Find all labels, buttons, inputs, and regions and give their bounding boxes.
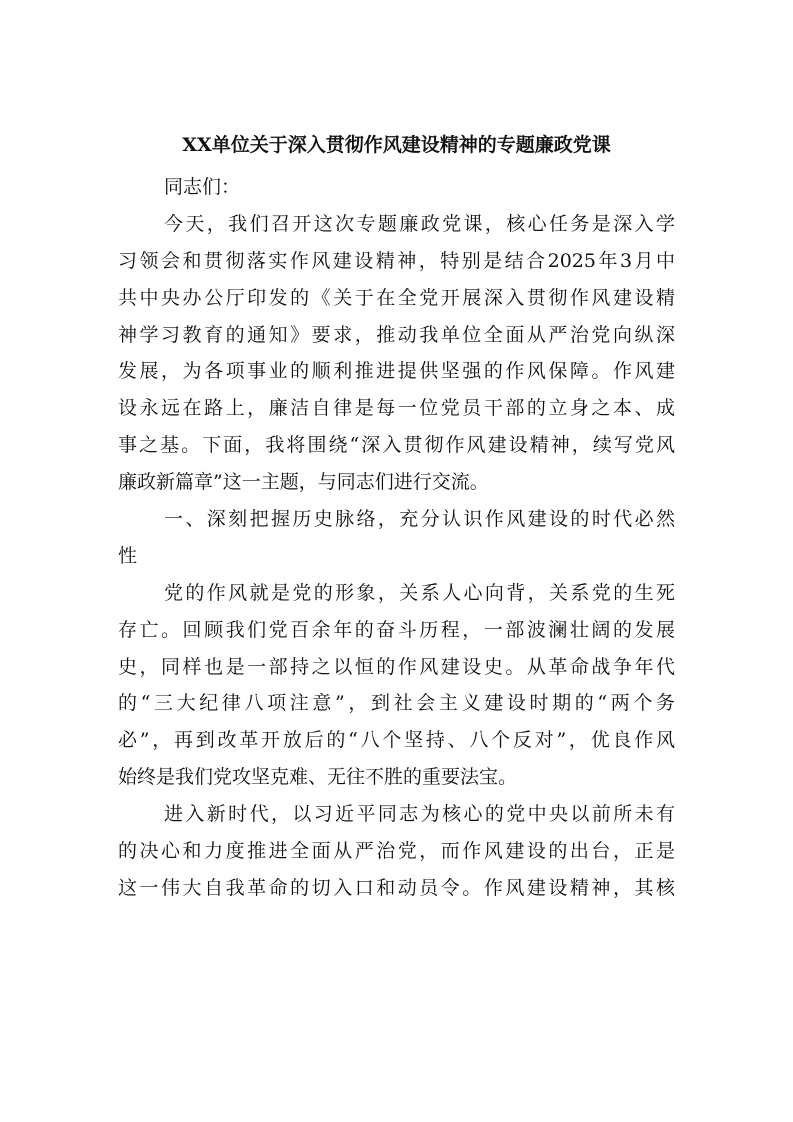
paragraph-line: 设永远在路上，廉洁自律是每一位党员干部的立身之本、成 (118, 397, 675, 420)
paragraph-line: 的决心和力度推进全面从严治党，而作风建设的出台，正是 (118, 840, 675, 863)
paragraph-line: 党的作风就是党的形象，关系人心向背，关系党的生死 (164, 581, 675, 604)
paragraph-line: 今天，我们召开这次专题廉政党课，核心任务是深入学 (164, 212, 675, 235)
paragraph-line: 共中央办公厅印发的《关于在全党开展深入贯彻作风建设精 (118, 286, 675, 309)
paragraph-line: 的“三大纪律八项注意”，到社会主义建设时期的“两个务 (118, 692, 675, 715)
paragraph-line: 史，同样也是一部持之以恒的作风建设史。从革命战争年代 (118, 655, 675, 678)
paragraph-line: 必”，再到改革开放后的“八个坚持、八个反对”，优良作风 (118, 729, 675, 752)
paragraph-line: 这一伟大自我革命的切入口和动员令。作风建设精神，其核 (118, 876, 675, 899)
section-heading-line: 一、深刻把握历史脉络，充分认识作风建设的时代必然 (164, 508, 675, 531)
salutation: 同志们： (164, 176, 241, 198)
document-title: XX单位关于深入贯彻作风建设精神的专题廉政党课 (182, 134, 611, 156)
paragraph-line: 事之基。下面，我将围绕“深入贯彻作风建设精神，续写党风 (118, 434, 675, 457)
paragraph-line: 始终是我们党攻坚克难、无往不胜的重要法宝。 (118, 766, 518, 789)
paragraph-line: 习领会和贯彻落实作风建设精神，特别是结合2025年3月中 (118, 249, 675, 272)
paragraph-line: 廉政新篇章”这一主题，与同志们进行交流。 (118, 471, 489, 494)
paragraph-line: 进入新时代，以习近平同志为核心的党中央以前所未有 (164, 803, 675, 826)
paragraph-line: 发展，为各项事业的顺利推进提供坚强的作风保障。作风建 (118, 360, 675, 383)
paragraph-line: 神学习教育的通知》要求，推动我单位全面从严治党向纵深 (118, 323, 675, 346)
paragraph-line: 存亡。回顾我们党百余年的奋斗历程，一部波澜壮阔的发展 (118, 618, 675, 641)
section-heading-line: 性 (118, 544, 138, 567)
document-body (118, 169, 675, 907)
